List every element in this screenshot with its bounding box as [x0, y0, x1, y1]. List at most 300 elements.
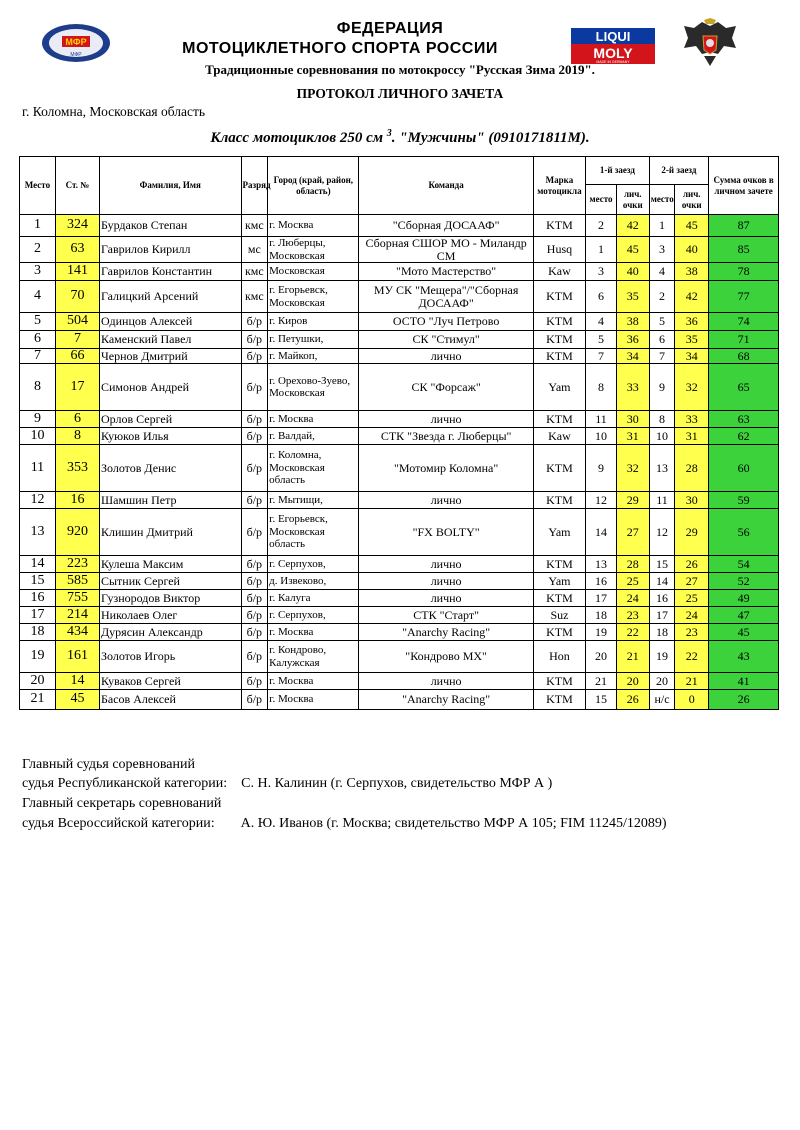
- race1-points-cell: 40: [616, 263, 649, 281]
- rank-cell: б/р: [241, 624, 268, 641]
- race2-position-cell: 1: [649, 215, 675, 237]
- race1-points-cell: 23: [616, 607, 649, 624]
- race2-points-cell: 29: [675, 509, 709, 556]
- event-location: г. Коломна, Московская область: [22, 104, 206, 119]
- race1-position-cell: 3: [586, 263, 617, 281]
- total-points-cell: 56: [709, 509, 779, 556]
- total-points-cell: 59: [709, 492, 779, 509]
- total-points-cell: 77: [709, 281, 779, 313]
- results-table: [19, 156, 779, 710]
- bike-cell: Yam: [533, 364, 585, 411]
- table-row: [20, 281, 779, 313]
- protocol-title: ПРОТОКОЛ ЛИЧНОГО ЗАЧЕТА: [296, 86, 504, 101]
- mfr-logo: [40, 22, 112, 64]
- table-row: [20, 263, 779, 281]
- race1-position-cell: 15: [586, 690, 617, 710]
- city-cell: г. Петушки,: [268, 331, 359, 349]
- bike-cell: KTM: [533, 281, 585, 313]
- place-cell: 2: [20, 237, 56, 263]
- team-cell: лично: [359, 673, 533, 690]
- team-cell: лично: [359, 590, 533, 607]
- rank-cell: кмс: [241, 281, 268, 313]
- rank-cell: б/р: [241, 445, 268, 492]
- race1-points-cell: 27: [616, 509, 649, 556]
- race2-position-cell: 3: [649, 237, 675, 263]
- rank-cell: б/р: [241, 590, 268, 607]
- bike-cell: KTM: [533, 215, 585, 237]
- class-suffix: . "Мужчины" (0910171811М).: [391, 130, 590, 146]
- name-cell: Галицкий Арсений: [99, 281, 241, 313]
- race2-position-cell: 5: [649, 313, 675, 331]
- bike-cell: Hon: [533, 641, 585, 673]
- rank-cell: кмс: [241, 263, 268, 281]
- header-race1: 1-й заезд: [586, 157, 650, 185]
- total-points-cell: 60: [709, 445, 779, 492]
- total-points-cell: 62: [709, 428, 779, 445]
- place-cell: 21: [20, 690, 56, 710]
- race1-points-cell: 20: [616, 673, 649, 690]
- total-points-cell: 45: [709, 624, 779, 641]
- number-cell: 8: [55, 428, 99, 445]
- city-cell: г. Киров: [268, 313, 359, 331]
- race2-position-cell: 14: [649, 573, 675, 590]
- city-cell: г. Майкоп,: [268, 349, 359, 364]
- team-cell: "Мото Мастерство": [359, 263, 533, 281]
- total-points-cell: 52: [709, 573, 779, 590]
- place-cell: 9: [20, 411, 56, 428]
- city-cell: г. Москва: [268, 215, 359, 237]
- number-cell: 755: [55, 590, 99, 607]
- race2-points-cell: 26: [675, 556, 709, 573]
- race1-position-cell: 19: [586, 624, 617, 641]
- table-row: [20, 673, 779, 690]
- city-cell: Московская: [268, 263, 359, 281]
- name-cell: Куюков Илья: [99, 428, 241, 445]
- table-row: [20, 641, 779, 673]
- race2-points-cell: 22: [675, 641, 709, 673]
- footer-secretary-category: судья Всероссийской категории:: [22, 816, 215, 831]
- bike-cell: KTM: [533, 673, 585, 690]
- race2-position-cell: 20: [649, 673, 675, 690]
- class-superscript: 3: [386, 128, 392, 139]
- team-cell: ОСТО "Луч Петрово: [359, 313, 533, 331]
- place-cell: 6: [20, 331, 56, 349]
- name-cell: Дурясин Александр: [99, 624, 241, 641]
- header-city: Город (край, район, область): [268, 157, 359, 215]
- number-cell: 504: [55, 313, 99, 331]
- race1-position-cell: 1: [586, 237, 617, 263]
- bike-cell: Yam: [533, 573, 585, 590]
- city-cell: г. Кондрово, Калужская: [268, 641, 359, 673]
- race1-points-cell: 36: [616, 331, 649, 349]
- race2-points-cell: 32: [675, 364, 709, 411]
- bike-cell: KTM: [533, 331, 585, 349]
- name-cell: Кулеша Максим: [99, 556, 241, 573]
- team-cell: СК "Стимул": [359, 331, 533, 349]
- mfr-logo-text: МФР: [65, 37, 87, 47]
- rank-cell: б/р: [241, 428, 268, 445]
- header-race2-pos: место: [649, 185, 675, 215]
- race2-points-cell: 36: [675, 313, 709, 331]
- team-cell: СК "Форсаж": [359, 364, 533, 411]
- total-points-cell: 65: [709, 364, 779, 411]
- footer-chief-judge-category: судья Республиканской категории:: [22, 776, 228, 791]
- name-cell: Одинцов Алексей: [99, 313, 241, 331]
- city-cell: г. Орехово-Зуево, Московская: [268, 364, 359, 411]
- city-cell: г. Люберцы, Московская: [268, 237, 359, 263]
- race1-position-cell: 2: [586, 215, 617, 237]
- race2-position-cell: 4: [649, 263, 675, 281]
- total-points-cell: 74: [709, 313, 779, 331]
- race1-points-cell: 45: [616, 237, 649, 263]
- name-cell: Гузнородов Виктор: [99, 590, 241, 607]
- table-row: [20, 237, 779, 263]
- race2-position-cell: 6: [649, 331, 675, 349]
- total-points-cell: 26: [709, 690, 779, 710]
- footer-chief-judge: [22, 776, 552, 792]
- total-points-cell: 47: [709, 607, 779, 624]
- race2-points-cell: 24: [675, 607, 709, 624]
- race1-points-cell: 26: [616, 690, 649, 710]
- team-cell: "Кондрово MX": [359, 641, 533, 673]
- race1-points-cell: 21: [616, 641, 649, 673]
- bike-cell: Husq: [533, 237, 585, 263]
- bike-cell: KTM: [533, 690, 585, 710]
- team-cell: СТК "Звезда г. Люберцы": [359, 428, 533, 445]
- race1-position-cell: 9: [586, 445, 617, 492]
- race2-points-cell: 33: [675, 411, 709, 428]
- table-row: [20, 690, 779, 710]
- header-race1-pts: лич. очки: [616, 185, 649, 215]
- federation-title-line1: ФЕДЕРАЦИЯ: [336, 20, 444, 37]
- coat-of-arms-icon: [680, 18, 740, 68]
- table-row: [20, 331, 779, 349]
- bike-cell: KTM: [533, 492, 585, 509]
- name-cell: Золотов Игорь: [99, 641, 241, 673]
- footer-chief-judge-title: Главный судья соревнований: [22, 757, 195, 772]
- name-cell: Симонов Андрей: [99, 364, 241, 411]
- race2-points-cell: 42: [675, 281, 709, 313]
- team-cell: лично: [359, 411, 533, 428]
- name-cell: Басов Алексей: [99, 690, 241, 710]
- city-cell: г. Егорьевск, Московская область: [268, 509, 359, 556]
- race1-points-cell: 32: [616, 445, 649, 492]
- rank-cell: мс: [241, 237, 268, 263]
- name-cell: Николаев Олег: [99, 607, 241, 624]
- class-prefix: Класс мотоциклов 250 см: [210, 130, 384, 146]
- footer-secretary-title: Главный секретарь соревнований: [22, 796, 222, 811]
- table-row: [20, 573, 779, 590]
- number-cell: 324: [55, 215, 99, 237]
- number-cell: 214: [55, 607, 99, 624]
- footer-chief-judge-name: С. Н. Калинин (г. Серпухов, свидетельство МФР А ): [241, 776, 553, 791]
- race2-position-cell: 18: [649, 624, 675, 641]
- table-row: [20, 428, 779, 445]
- place-cell: 1: [20, 215, 56, 237]
- number-cell: 45: [55, 690, 99, 710]
- bike-cell: KTM: [533, 313, 585, 331]
- table-row: [20, 607, 779, 624]
- name-cell: Клишин Дмитрий: [99, 509, 241, 556]
- race2-position-cell: 17: [649, 607, 675, 624]
- place-cell: 12: [20, 492, 56, 509]
- total-points-cell: 68: [709, 349, 779, 364]
- header-bike: Марка мотоцикла: [533, 157, 585, 215]
- race1-position-cell: 4: [586, 313, 617, 331]
- team-cell: СТК "Старт": [359, 607, 533, 624]
- race2-points-cell: 31: [675, 428, 709, 445]
- race1-position-cell: 6: [586, 281, 617, 313]
- city-cell: д. Извеково,: [268, 573, 359, 590]
- race1-points-cell: 33: [616, 364, 649, 411]
- rank-cell: б/р: [241, 509, 268, 556]
- table-row: [20, 624, 779, 641]
- table-row: [20, 411, 779, 428]
- bike-cell: KTM: [533, 624, 585, 641]
- race2-position-cell: 13: [649, 445, 675, 492]
- race1-points-cell: 34: [616, 349, 649, 364]
- race2-points-cell: 38: [675, 263, 709, 281]
- header-race2-pts: лич. очки: [675, 185, 709, 215]
- table-row: [20, 590, 779, 607]
- team-cell: Сборная СШОР МО - Миландр СМ: [359, 237, 533, 263]
- team-cell: МУ СК "Мещера"/"Сборная ДОСААФ": [359, 281, 533, 313]
- city-cell: г. Серпухов,: [268, 556, 359, 573]
- race2-position-cell: 11: [649, 492, 675, 509]
- number-cell: 70: [55, 281, 99, 313]
- table-row: [20, 364, 779, 411]
- header-name: Фамилия, Имя: [99, 157, 241, 215]
- table-row: [20, 215, 779, 237]
- race1-position-cell: 7: [586, 349, 617, 364]
- team-cell: "Anarchy Racing": [359, 690, 533, 710]
- federation-title-line2: МОТОЦИКЛЕТНОГО СПОРТА РОССИИ: [182, 40, 498, 57]
- table-row: [20, 445, 779, 492]
- place-cell: 5: [20, 313, 56, 331]
- total-points-cell: 78: [709, 263, 779, 281]
- table-row: [20, 509, 779, 556]
- name-cell: Золотов Денис: [99, 445, 241, 492]
- place-cell: 19: [20, 641, 56, 673]
- place-cell: 3: [20, 263, 56, 281]
- number-cell: 7: [55, 331, 99, 349]
- city-cell: г. Москва: [268, 411, 359, 428]
- race2-position-cell: н/с: [649, 690, 675, 710]
- rank-cell: б/р: [241, 331, 268, 349]
- table-row: [20, 349, 779, 364]
- team-cell: "Anarchy Racing": [359, 624, 533, 641]
- place-cell: 8: [20, 364, 56, 411]
- place-cell: 14: [20, 556, 56, 573]
- team-cell: лично: [359, 573, 533, 590]
- race2-position-cell: 15: [649, 556, 675, 573]
- bike-cell: Suz: [533, 607, 585, 624]
- rank-cell: кмс: [241, 215, 268, 237]
- race1-points-cell: 22: [616, 624, 649, 641]
- table-row: [20, 492, 779, 509]
- name-cell: Чернов Дмитрий: [99, 349, 241, 364]
- race2-points-cell: 25: [675, 590, 709, 607]
- race1-points-cell: 29: [616, 492, 649, 509]
- race1-position-cell: 21: [586, 673, 617, 690]
- number-cell: 434: [55, 624, 99, 641]
- rank-cell: б/р: [241, 641, 268, 673]
- total-points-cell: 63: [709, 411, 779, 428]
- place-cell: 10: [20, 428, 56, 445]
- total-points-cell: 49: [709, 590, 779, 607]
- team-cell: "Сборная ДОСААФ": [359, 215, 533, 237]
- race1-position-cell: 17: [586, 590, 617, 607]
- number-cell: 353: [55, 445, 99, 492]
- city-cell: г. Москва: [268, 690, 359, 710]
- bike-cell: KTM: [533, 556, 585, 573]
- race2-points-cell: 40: [675, 237, 709, 263]
- bike-cell: KTM: [533, 590, 585, 607]
- table-row: [20, 556, 779, 573]
- rank-cell: б/р: [241, 556, 268, 573]
- place-cell: 18: [20, 624, 56, 641]
- header-total: Сумма очков в личном зачете: [709, 157, 779, 215]
- bike-cell: KTM: [533, 411, 585, 428]
- total-points-cell: 87: [709, 215, 779, 237]
- header-team: Команда: [359, 157, 533, 215]
- race1-position-cell: 14: [586, 509, 617, 556]
- header-rank: Разряд: [241, 157, 268, 215]
- event-title: Традиционные соревнования по мотокроссу "Русская Зима 2019".: [205, 62, 595, 77]
- number-cell: 585: [55, 573, 99, 590]
- number-cell: 14: [55, 673, 99, 690]
- liqui-moly-logo: [571, 28, 655, 64]
- name-cell: Бурдаков Степан: [99, 215, 241, 237]
- race2-position-cell: 7: [649, 349, 675, 364]
- race2-points-cell: 30: [675, 492, 709, 509]
- mfr-logo-sub: МФР: [70, 52, 82, 58]
- race2-position-cell: 16: [649, 590, 675, 607]
- number-cell: 920: [55, 509, 99, 556]
- race2-position-cell: 10: [649, 428, 675, 445]
- team-cell: лично: [359, 556, 533, 573]
- city-cell: г. Егорьевск, Московская: [268, 281, 359, 313]
- total-points-cell: 85: [709, 237, 779, 263]
- number-cell: 141: [55, 263, 99, 281]
- rank-cell: б/р: [241, 349, 268, 364]
- bike-cell: Kaw: [533, 263, 585, 281]
- table-row: [20, 313, 779, 331]
- name-cell: Сытник Сергей: [99, 573, 241, 590]
- race1-points-cell: 28: [616, 556, 649, 573]
- race2-position-cell: 12: [649, 509, 675, 556]
- race1-points-cell: 38: [616, 313, 649, 331]
- race2-points-cell: 0: [675, 690, 709, 710]
- race1-position-cell: 10: [586, 428, 617, 445]
- race2-position-cell: 19: [649, 641, 675, 673]
- place-cell: 4: [20, 281, 56, 313]
- race2-position-cell: 8: [649, 411, 675, 428]
- number-cell: 63: [55, 237, 99, 263]
- name-cell: Каменский Павел: [99, 331, 241, 349]
- race1-position-cell: 20: [586, 641, 617, 673]
- footer-secretary-name: А. Ю. Иванов (г. Москва; свидетельство МФР А 105; FIM 11245/12089): [240, 816, 667, 831]
- rank-cell: б/р: [241, 313, 268, 331]
- race2-points-cell: 34: [675, 349, 709, 364]
- race2-points-cell: 28: [675, 445, 709, 492]
- total-points-cell: 43: [709, 641, 779, 673]
- name-cell: Орлов Сергей: [99, 411, 241, 428]
- place-cell: 17: [20, 607, 56, 624]
- race1-points-cell: 30: [616, 411, 649, 428]
- footer-secretary: [22, 816, 667, 832]
- race2-position-cell: 2: [649, 281, 675, 313]
- place-cell: 16: [20, 590, 56, 607]
- city-cell: г. Москва: [268, 624, 359, 641]
- place-cell: 11: [20, 445, 56, 492]
- bike-cell: Kaw: [533, 428, 585, 445]
- race1-points-cell: 35: [616, 281, 649, 313]
- name-cell: Гаврилов Кирилл: [99, 237, 241, 263]
- race2-points-cell: 21: [675, 673, 709, 690]
- city-cell: г. Москва: [268, 673, 359, 690]
- moly-text: MOLY: [593, 45, 633, 61]
- city-cell: г. Калуга: [268, 590, 359, 607]
- race1-points-cell: 42: [616, 215, 649, 237]
- rank-cell: б/р: [241, 364, 268, 411]
- team-cell: "Мотомир Коломна": [359, 445, 533, 492]
- rank-cell: б/р: [241, 411, 268, 428]
- rank-cell: б/р: [241, 690, 268, 710]
- header-race2: 2-й заезд: [649, 157, 708, 185]
- total-points-cell: 41: [709, 673, 779, 690]
- place-cell: 20: [20, 673, 56, 690]
- number-cell: 66: [55, 349, 99, 364]
- city-cell: г. Коломна, Московская область: [268, 445, 359, 492]
- race1-points-cell: 24: [616, 590, 649, 607]
- number-cell: 161: [55, 641, 99, 673]
- city-cell: г. Мытищи,: [268, 492, 359, 509]
- race1-points-cell: 31: [616, 428, 649, 445]
- rank-cell: б/р: [241, 673, 268, 690]
- total-points-cell: 54: [709, 556, 779, 573]
- number-cell: 17: [55, 364, 99, 411]
- header-place: Место: [20, 157, 56, 215]
- race1-position-cell: 11: [586, 411, 617, 428]
- number-cell: 16: [55, 492, 99, 509]
- race2-position-cell: 9: [649, 364, 675, 411]
- number-cell: 223: [55, 556, 99, 573]
- liqui-text: LIQUI: [595, 29, 631, 44]
- bike-cell: KTM: [533, 445, 585, 492]
- race1-position-cell: 12: [586, 492, 617, 509]
- bike-cell: KTM: [533, 349, 585, 364]
- place-cell: 15: [20, 573, 56, 590]
- race1-position-cell: 5: [586, 331, 617, 349]
- place-cell: 13: [20, 509, 56, 556]
- place-cell: 7: [20, 349, 56, 364]
- race1-position-cell: 18: [586, 607, 617, 624]
- total-points-cell: 71: [709, 331, 779, 349]
- bike-cell: Yam: [533, 509, 585, 556]
- race2-points-cell: 23: [675, 624, 709, 641]
- rank-cell: б/р: [241, 573, 268, 590]
- race1-position-cell: 13: [586, 556, 617, 573]
- race1-position-cell: 8: [586, 364, 617, 411]
- made-in-germany-text: MADE IN GERMANY: [596, 60, 630, 64]
- name-cell: Гаврилов Константин: [99, 263, 241, 281]
- race1-points-cell: 25: [616, 573, 649, 590]
- race2-points-cell: 35: [675, 331, 709, 349]
- rank-cell: б/р: [241, 492, 268, 509]
- team-cell: лично: [359, 492, 533, 509]
- team-cell: "FX BOLTY": [359, 509, 533, 556]
